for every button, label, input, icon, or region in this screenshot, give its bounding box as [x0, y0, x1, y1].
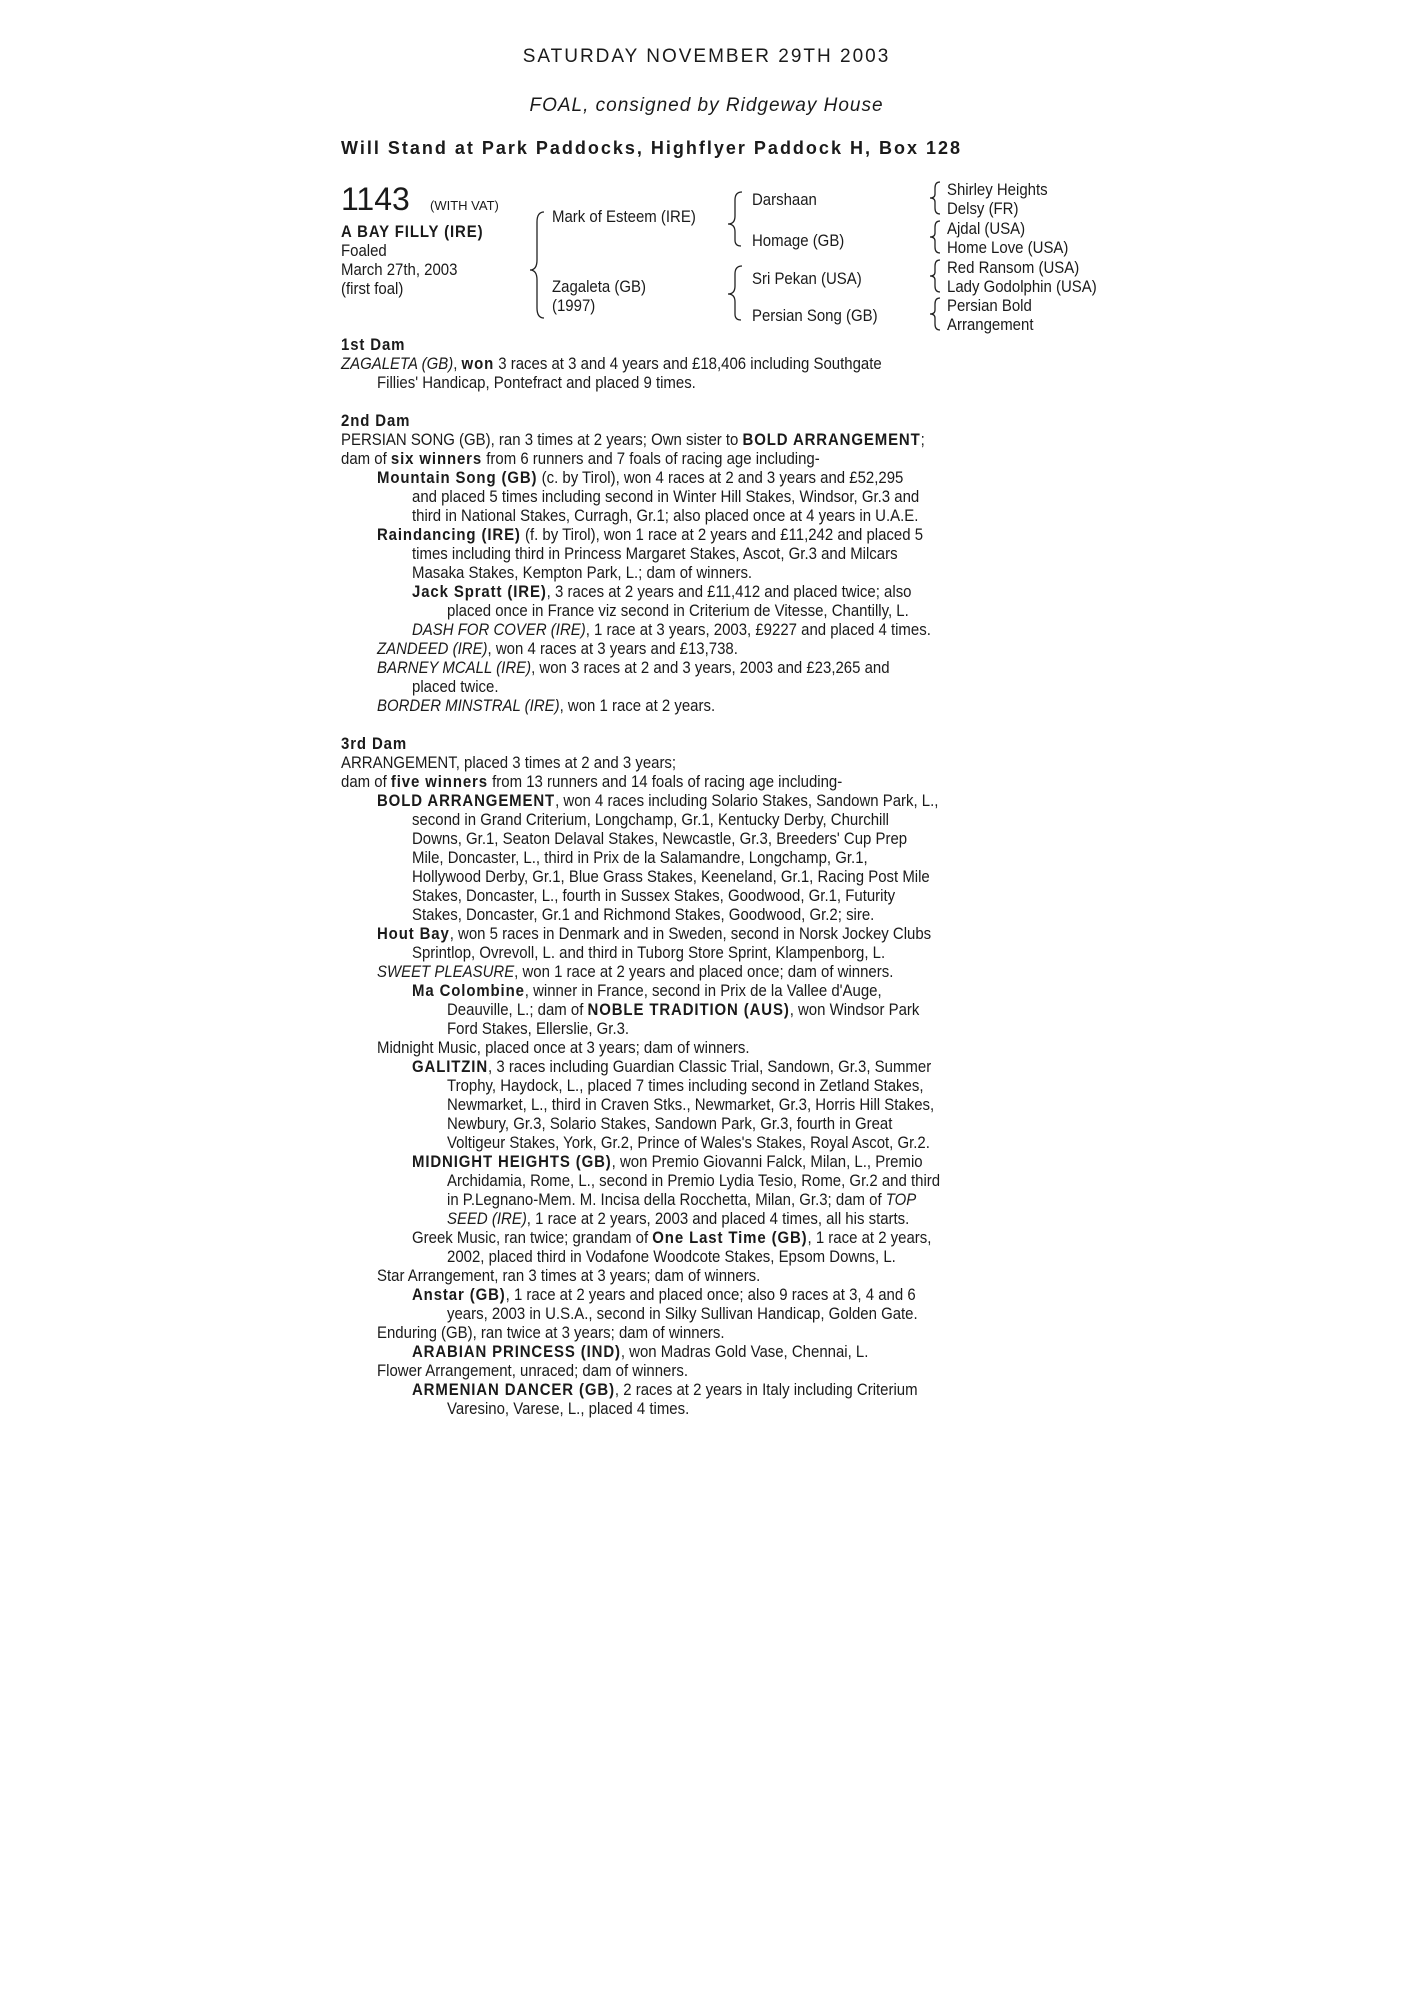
entry-raindancing: Raindancing (IRE) (f. by Tirol), won 1 race at 2 years and £11,242 and placed 5 [377, 525, 924, 544]
entry-greek-music-2: 2002, placed third in Vodafone Woodcote Stakes, Epsom Downs, L. [447, 1247, 896, 1266]
entry-dash-for-cover: DASH FOR COVER (IRE), 1 race at 3 years, 2003, £9227 and placed 4 times. [412, 620, 931, 639]
entry-galitzin-3: Newmarket, L., third in Craven Stks., Newmarket, Gr.3, Horris Hill Stakes, [447, 1095, 935, 1114]
first-dam-line-1: ZAGALETA (GB), won 3 races at 3 and 4 years and £18,406 including Southgate [341, 354, 882, 373]
third-dam-line-1: ARRANGEMENT, placed 3 times at 2 and 3 years; [341, 753, 677, 772]
first-dam-heading: 1st Dam [341, 335, 406, 354]
entry-midnight-heights-2: Archidamia, Rome, L., second in Premio Lydia Tesio, Rome, Gr.2 and third [447, 1171, 941, 1190]
entry-bold-arrangement-2: second in Grand Criterium, Longchamp, Gr.1, Kentucky Derby, Churchill [412, 810, 890, 829]
dam-name: Zagaleta (GB) [552, 277, 646, 296]
entry-greek-music: Greek Music, ran twice; grandam of One Last Time (GB), 1 race at 2 years, [412, 1228, 932, 1247]
entry-ma-colombine: Ma Colombine, winner in France, second in Prix de la Vallee d'Auge, [412, 981, 882, 1000]
entry-border-minstral: BORDER MINSTRAL (IRE), won 1 race at 2 years. [377, 696, 716, 715]
entry-midnight-heights: MIDNIGHT HEIGHTS (GB), won Premio Giovanni Falck, Milan, L., Premio [412, 1152, 923, 1171]
stand-location: Will Stand at Park Paddocks, Highflyer Paddock H, Box 128 [341, 138, 962, 158]
dam-sire-name: Sri Pekan (USA) [752, 269, 862, 288]
gg-dam-3: Lady Godolphin (USA) [947, 277, 1097, 296]
entry-barney-mcall-2: placed twice. [412, 677, 499, 696]
entry-mountain-song-2: and placed 5 times including second in Winter Hill Stakes, Windsor, Gr.3 and [412, 487, 920, 506]
entry-midnight-heights-3: in P.Legnano-Mem. M. Incisa della Rocchetta, Milan, Gr.3; dam of TOP [447, 1190, 917, 1209]
gg-dam-1: Delsy (FR) [947, 199, 1019, 218]
entry-bold-arrangement: BOLD ARRANGEMENT, won 4 races including Solario Stakes, Sandown Park, L., [377, 791, 939, 810]
entry-arabian-princess: ARABIAN PRINCESS (IND), won Madras Gold Vase, Chennai, L. [412, 1342, 869, 1361]
sire-dam-name: Homage (GB) [752, 231, 845, 250]
entry-galitzin-4: Newbury, Gr.3, Solario Stakes, Sandown Park, Gr.3, fourth in Great [447, 1114, 893, 1133]
third-dam-line-2: dam of five winners from 13 runners and 14 foals of racing age including- [341, 772, 843, 791]
entry-mountain-song: Mountain Song (GB) (c. by Tirol), won 4 races at 2 and 3 years and £52,295 [377, 468, 904, 487]
entry-bold-arrangement-4: Mile, Doncaster, L., third in Prix de la Salamandre, Longchamp, Gr.1, [412, 848, 868, 867]
entry-anstar: Anstar (GB), 1 race at 2 years and placed once; also 9 races at 3, 4 and 6 [412, 1285, 916, 1304]
gg-dam-4: Arrangement [947, 315, 1034, 334]
entry-hout-bay: Hout Bay, won 5 races in Denmark and in Sweden, second in Norsk Jockey Clubs [377, 924, 932, 943]
consignment-line: FOAL, consigned by Ridgeway House [529, 95, 884, 116]
entry-ma-colombine-2: Deauville, L.; dam of NOBLE TRADITION (AUS), won Windsor Park [447, 1000, 920, 1019]
entry-bold-arrangement-6: Stakes, Doncaster, L., fourth in Sussex Stakes, Goodwood, Gr.1, Futurity [412, 886, 896, 905]
gg-sire-1: Shirley Heights [947, 180, 1048, 199]
sale-date: SATURDAY NOVEMBER 29TH 2003 [522, 46, 891, 67]
entry-midnight-music: Midnight Music, placed once at 3 years; dam of winners. [377, 1038, 750, 1057]
second-dam-heading: 2nd Dam [341, 411, 411, 430]
entry-armenian-dancer-2: Varesino, Varese, L., placed 4 times. [447, 1399, 690, 1418]
dam-dam-name: Persian Song (GB) [752, 306, 878, 325]
entry-mountain-song-3: third in National Stakes, Curragh, Gr.1; also placed once at 4 years in U.A.E. [412, 506, 919, 525]
gg-sire-2: Ajdal (USA) [947, 219, 1026, 238]
first-dam-line-2: Fillies' Handicap, Pontefract and placed 9 times. [377, 373, 696, 392]
entry-galitzin-5: Voltigeur Stakes, York, Gr.2, Prince of Wales's Stakes, Royal Ascot, Gr.2. [447, 1133, 930, 1152]
grandparent-brackets [928, 178, 948, 338]
sire-sire-name: Darshaan [752, 190, 817, 209]
second-dam-line-1: PERSIAN SONG (GB), ran 3 times at 2 years; Own sister to BOLD ARRANGEMENT; [341, 430, 925, 449]
entry-hout-bay-2: Sprintlop, Ovrevoll, L. and third in Tuborg Store Sprint, Klampenborg, L. [412, 943, 886, 962]
entry-zandeed: ZANDEED (IRE), won 4 races at 3 years and £13,738. [377, 639, 738, 658]
foaled-label: Foaled [341, 241, 387, 260]
entry-galitzin-2: Trophy, Haydock, L., placed 7 times including second in Zetland Stakes, [447, 1076, 924, 1095]
entry-armenian-dancer: ARMENIAN DANCER (GB), 2 races at 2 years in Italy including Criterium [412, 1380, 918, 1399]
entry-galitzin: GALITZIN, 3 races including Guardian Classic Trial, Sandown, Gr.3, Summer [412, 1057, 932, 1076]
gg-sire-4: Persian Bold [947, 296, 1032, 315]
entry-midnight-heights-4: SEED (IRE), 1 race at 2 years, 2003 and placed 4 times, all his starts. [447, 1209, 910, 1228]
sire-name: Mark of Esteem (IRE) [552, 207, 696, 226]
first-dam-name: ZAGALETA (GB) [341, 354, 454, 373]
foal-note: (first foal) [341, 279, 404, 298]
entry-jack-spratt-2: placed once in France viz second in Criterium de Vitesse, Chantilly, L. [447, 601, 909, 620]
lot-number: 1143 [341, 181, 410, 217]
entry-flower-arrangement: Flower Arrangement, unraced; dam of winners. [377, 1361, 688, 1380]
second-dam-line-2: dam of six winners from 6 runners and 7 foals of racing age including- [341, 449, 820, 468]
entry-barney-mcall: BARNEY MCALL (IRE), won 3 races at 2 and 3 years, 2003 and £23,265 and [377, 658, 890, 677]
entry-bold-arrangement-5: Hollywood Derby, Gr.1, Blue Grass Stakes, Keeneland, Gr.1, Racing Post Mile [412, 867, 930, 886]
foaled-date: March 27th, 2003 [341, 260, 458, 279]
vat-note: (WITH VAT) [430, 198, 499, 213]
entry-raindancing-2: times including third in Princess Margaret Stakes, Ascot, Gr.3 and Milcars [412, 544, 898, 563]
entry-bold-arrangement-7: Stakes, Doncaster, Gr.1 and Richmond Stakes, Goodwood, Gr.2; sire. [412, 905, 875, 924]
entry-enduring: Enduring (GB), ran twice at 3 years; dam of winners. [377, 1323, 725, 1342]
dam-year: (1997) [552, 296, 596, 315]
entry-jack-spratt: Jack Spratt (IRE), 3 races at 2 years and £11,412 and placed twice; also [412, 582, 912, 601]
entry-anstar-2: years, 2003 in U.S.A., second in Silky Sullivan Handicap, Golden Gate. [447, 1304, 918, 1323]
gg-sire-3: Red Ransom (USA) [947, 258, 1080, 277]
entry-raindancing-3: Masaka Stakes, Kempton Park, L.; dam of winners. [412, 563, 753, 582]
gg-dam-2: Home Love (USA) [947, 238, 1069, 257]
entry-sweet-pleasure: SWEET PLEASURE, won 1 race at 2 years and placed once; dam of winners. [377, 962, 894, 981]
entry-ma-colombine-3: Ford Stakes, Ellerslie, Gr.3. [447, 1019, 630, 1038]
entry-star-arrangement: Star Arrangement, ran 3 times at 3 years; dam of winners. [377, 1266, 761, 1285]
entry-bold-arrangement-3: Downs, Gr.1, Seaton Delaval Stakes, Newcastle, Gr.3, Breeders' Cup Prep [412, 829, 908, 848]
third-dam-heading: 3rd Dam [341, 734, 408, 753]
lot-name: A BAY FILLY (IRE) [341, 222, 484, 241]
